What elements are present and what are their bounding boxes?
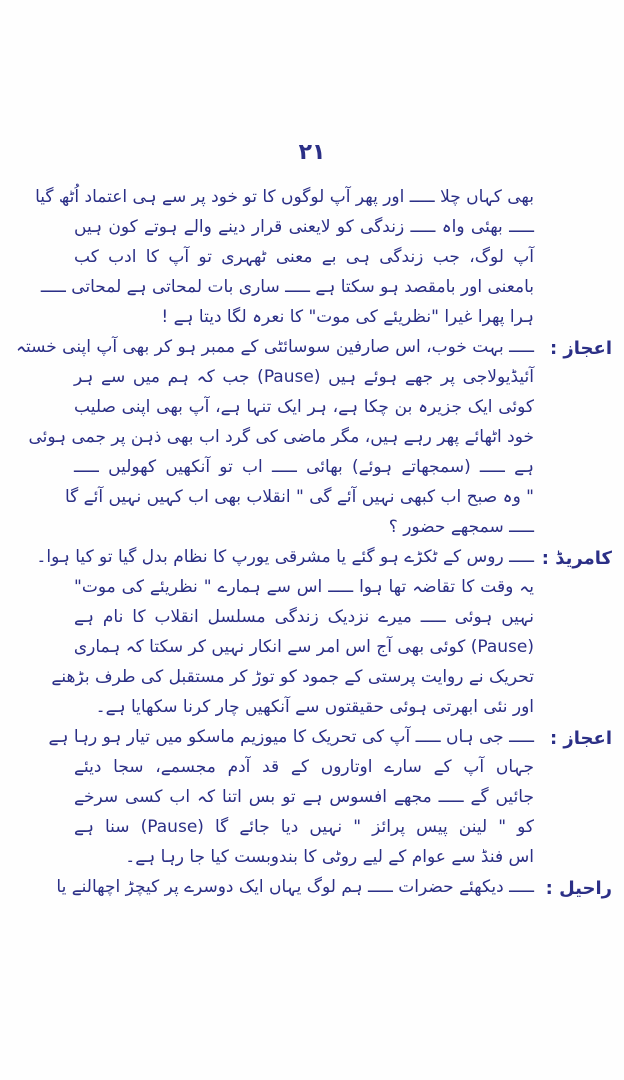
text-line: ـــــ جی ہاں ـــــ آپ کی تحریک کا میوزیم ماسکو میں تیار ہو رہا ہے xyxy=(48,727,534,747)
text-line: ـــــ بہت خوب، اس صارفین سوسائٹی کے ممبر ہو کر بھی آپ اپنی خستہ xyxy=(16,337,534,357)
text-line: ـــــ روس کے ٹکڑے ہو گئے یا مشرقی یورپ کا نظام بدل گیا تو کیا ہوا۔ xyxy=(36,547,534,567)
text-line: جائیں گے ـــــ مجھے افسوس ہے تو بس اتنا کہ اب کسی سرخے xyxy=(74,787,534,807)
text-line: یہ وقت کا تقاضہ تھا ہوا ـــــ اس سے ہمارے " نظریئے کی موت" xyxy=(74,577,534,597)
speaker-label-comrade: کامریڈ : xyxy=(541,548,612,569)
speaker-label-ijaz: اعجاز : xyxy=(549,728,612,749)
page-text xyxy=(16,182,534,902)
text-line: آپ لوگ، جب زندگی ہی بے معنی ٹھہری تو آپ کا ادب کب xyxy=(74,247,534,267)
text-line: اس فنڈ سے عوام کے لیے روٹی کا بندوبست کیا جا رہا ہے۔ xyxy=(125,847,534,867)
text-line: جہاں آپ کے سارے اوتاروں کے قد آدم مجسمے، سجا دیئے xyxy=(74,757,534,777)
text-line: " وہ صبح اب کبھی نہیں آئے گی " انقلاب بھی اب کہیں نہیں آئے گا xyxy=(64,487,534,507)
text-line: اور نئی ابھرتی ہوئی حقیقتوں سے آنکھیں چار کرنا سکھایا ہے۔ xyxy=(95,697,534,717)
text-line: نہیں ہوئی ـــــ میرے نزدیک زندگی مسلسل انقلاب کا نام ہے xyxy=(74,607,534,627)
text-line: ہے ـــــ (سمجھاتے ہوئے) بھائی ـــــ اب تو آنکھیں کھولیں ـــــ xyxy=(74,457,534,477)
text-line: کو " لینن پیس پرائز " نہیں دیا جائے گا (Pause) سنا ہے xyxy=(74,817,534,837)
speaker-label-raheel: راحیل : xyxy=(545,878,612,899)
text-line: خود اٹھائے پھر رہے ہیں، مگر ماضی کی گرد اب بھی ذہن پر جمی ہوئی xyxy=(28,427,534,447)
text-line: (Pause) کوئی بھی آج اس امر سے انکار نہیں کر سکتا کہ ہماری xyxy=(73,637,534,657)
text-line: آئیڈیولاجی پر جھے ہوئے ہیں (Pause) جب کہ ہم میں سے ہر xyxy=(74,367,534,387)
page-number: ۲۱ xyxy=(298,140,326,165)
text-line: بھی کہاں چلا ـــــ اور پھر آپ لوگوں کا تو خود پر سے ہی اعتماد اُٹھ گیا xyxy=(35,187,534,207)
text-line: بامعنی اور بامقصد ہو سکتا ہے ـــــ ساری بات لمحاتی ہے لمحاتی ـــــ xyxy=(40,277,534,297)
text-line: تحریک نے روایت پرستی کے جمود کو توڑ کر مستقبل کی طرف بڑھنے xyxy=(51,667,534,687)
text-line: ـــــ دیکھئے حضرات ـــــ ہم لوگ یہاں ایک دوسرے پر کیچڑ اچھالنے یا xyxy=(56,877,534,897)
text-line: کوئی ایک جزیرہ بن چکا ہے، ہر ایک تنہا ہے، آپ بھی اپنی صلیب xyxy=(74,397,534,417)
text-line: ـــــ سمجھے حضور ؟ xyxy=(388,517,534,537)
text-line: ہرا پھرا غیرا "نظریئے کی موت" کا نعرہ لگا دیتا ہے ! xyxy=(161,307,534,327)
text-line: ـــــ بھئی واہ ـــــ زندگی کو لایعنی قرار دینے والے ہوتے کون ہیں xyxy=(74,217,534,237)
speaker-label-ijaz: اعجاز : xyxy=(549,338,612,359)
